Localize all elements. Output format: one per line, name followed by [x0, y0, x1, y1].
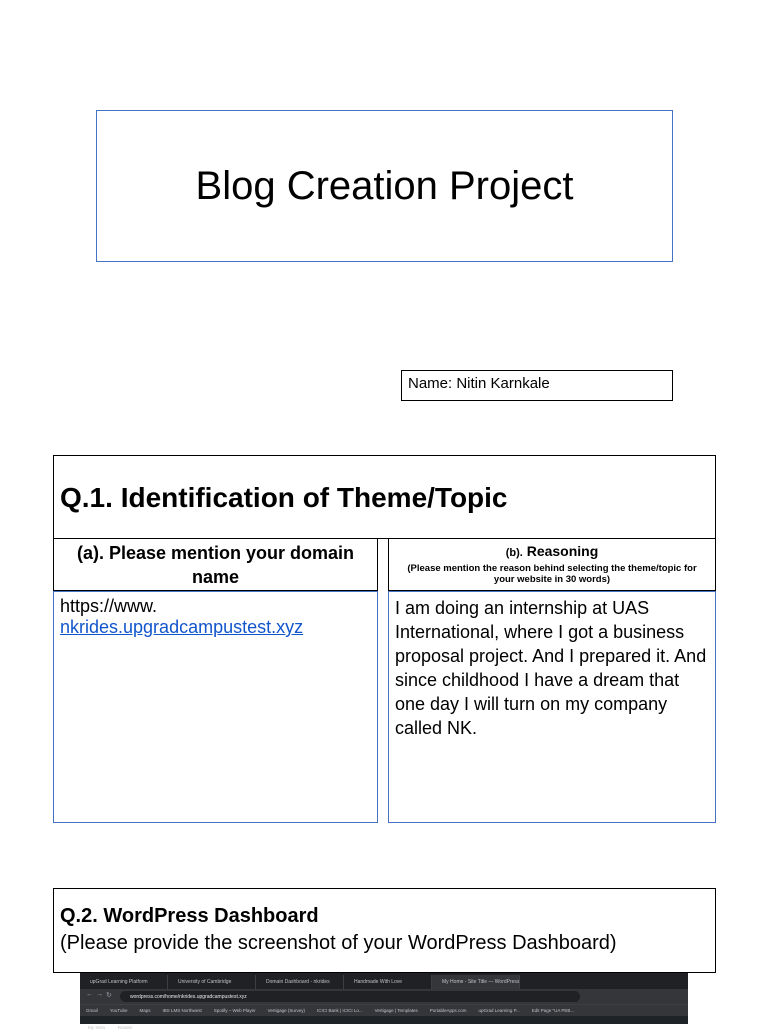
bookmark: IBS LMS Northwest: [162, 1008, 202, 1013]
q1b-subtext: (Please mention the reason behind selecting the theme/topic for your website in 30 words): [407, 563, 697, 585]
q1b-label-prefix: (b).: [505, 547, 523, 559]
bookmark: Vertigage | Templates: [374, 1008, 418, 1013]
wordpress-dashboard-screenshot: [80, 973, 688, 1030]
url-field: wordpress.com/home/nkrides.upgradcampustest.xyz: [120, 991, 580, 1002]
browser-tab: upGrad Learning Platform: [80, 975, 168, 989]
bookmark: upGrad Learning P...: [478, 1008, 520, 1013]
forward-icon: →: [96, 991, 103, 998]
q1a-heading: (a). Please mention your domain name: [53, 538, 378, 591]
q1-heading: Q.1. Identification of Theme/Topic: [53, 455, 716, 539]
wp-bar-item: My Sites: [88, 1025, 106, 1030]
q1b-label: [389, 543, 715, 559]
bookmark: Maps: [139, 1008, 151, 1013]
reload-icon: ↻: [106, 992, 112, 999]
bookmark: PortableApps.com: [429, 1008, 467, 1013]
page-title: Blog Creation Project: [195, 163, 574, 208]
bookmark: ICICI Bank | ICICI Lo...: [316, 1008, 363, 1013]
title-box: [96, 110, 673, 262]
q1b-heading: [388, 538, 716, 591]
q2-instruction: (Please provide the screenshot of your WordPress Dashboard): [60, 932, 617, 954]
browser-tab: Domain Dashboard - nkrides: [256, 975, 344, 989]
bookmark: Gmail: [86, 1008, 98, 1013]
bookmark: YouTube: [109, 1008, 128, 1013]
bookmark: Vertigage (Survey): [267, 1008, 305, 1013]
reasoning-cell: I am doing an internship at UAS International, where I got a business proposal project. And I prepared it. And since childhood I have a dream that one day I will turn on my company called NK.: [388, 591, 716, 823]
bookmark: Edit Page "UA PEB...: [531, 1008, 575, 1013]
browser-tab: University of Cambridge: [168, 975, 256, 989]
q2-heading: Q.2. WordPress Dashboard: [60, 905, 319, 927]
name-box: Name: Nitin Karnkale: [401, 370, 673, 401]
domain-prefix: https://www.: [60, 596, 158, 616]
wp-admin-bar: [80, 1016, 688, 1030]
wp-bar-item: Reader: [117, 1025, 133, 1030]
browser-tab-active: My Home - Site Title — WordPress: [432, 975, 520, 989]
bookmark: Spotify – Web Player: [213, 1008, 256, 1013]
domain-cell: [53, 591, 378, 823]
domain-link[interactable]: nkrides.upgradcampustest.xyz: [60, 617, 304, 637]
q1b-label-text: Reasoning: [526, 543, 599, 559]
browser-tab: Handmade With Love: [344, 975, 432, 989]
address-bar: [80, 989, 688, 1004]
q2-box: [53, 888, 716, 973]
browser-tab-strip: [80, 973, 688, 989]
back-icon: ←: [86, 991, 93, 998]
